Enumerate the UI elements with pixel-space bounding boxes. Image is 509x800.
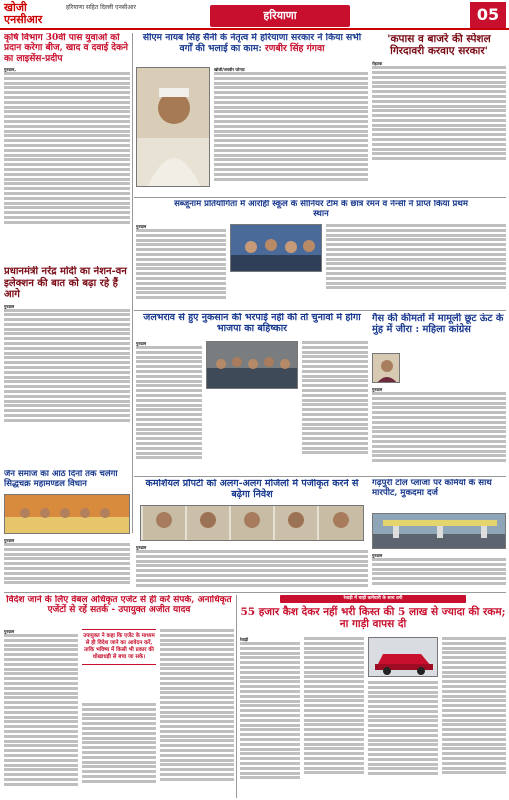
story-cotton [372,33,506,195]
story-body: गुरुग्राम [372,553,506,587]
story-headline: गढ़पुरी टोल प्लाजा पर कर्मियों के साथ मारपीट, मुकदमा दर्ज [372,479,492,498]
story-body: गुरुग्राम [136,224,226,301]
story-kicker: रेवाड़ी में चाही कर्मचारी के साथ ठगी [280,595,466,603]
ceremony-image [5,495,130,534]
story-headline: गैस की कीमतों में मामूली छूट ऊंट के मुंह में जीरा : महिला कांग्रेस [372,313,504,336]
story-school [136,200,506,308]
story-photo [368,637,438,677]
story-headline: कृषि विभाग 30वीं पास युवाओं को प्रदान करेगा बीज, खाद व दवाई देकने का लाइसेंस-प्रदीप [4,33,128,64]
story-gas-prices [372,313,506,473]
story-foreign-agents [4,595,234,798]
story-photo [140,505,364,541]
story-body: रोहतक [372,61,506,160]
story-commercial-property [136,479,368,589]
page-number: 05 [470,2,506,28]
story-photo [4,494,130,534]
story-body-2 [302,341,368,456]
story-agriculture [4,33,130,263]
story-waterlogging [136,313,368,473]
story-body-2 [82,703,156,785]
story-body: गुरुग्राम [372,387,506,464]
story-headline: जलभराव से हुए नुकसान की भरपाई नहीं की तो चुनावों में होगा भाजपा का बहिष्कार [143,313,361,334]
story-headline: जैन समाज का आठ दिनों तक चलेगा सिद्धचक्र महामण्डल विधान [4,470,118,489]
toll-plaza-image [373,514,506,549]
story-body-2 [326,224,506,291]
story-headline: विदेश जाने के लिए वेबल अधिकृत एजेंट से ही करें संपर्क, अनाधिकृत एजेंटों से रहें सतर्क - उपायुक्त अजीत यादव [6,595,232,616]
story-body [4,72,130,224]
story-headline: कमर्शियल प्रॉपर्टी को अलग-अलग मंजिलों में पंजीकृत करने से बढ़ेगा निवेश [145,479,359,500]
story-headline: प्रधानमंत्री नरेंद्र मोदी का नेशन-वन इलेक्शन की बात को बढ़ा रहे हैं आगे [4,266,127,300]
portraits-strip-image [141,506,364,541]
story-rewari-fraud [240,595,506,798]
story-cm-saini [136,33,368,195]
story-body: रेवाड़ी [240,637,300,781]
portrait-image [373,354,400,383]
story-toll-plaza [372,479,506,589]
story-body: खोजी/जयवीर फोगाट [214,67,368,182]
story-body-3 [368,681,438,777]
story-photo [230,224,322,272]
story-photo [136,67,210,187]
story-headline: 'कपास व बाजरे की स्पेशल गिरदावरी करवाए सरकार' [387,33,491,58]
story-headline: सीएम नायब सिंह सैनी के नेतृत्व में हरियाणा सरकार ने किया सभी वर्गों की भलाई का काम: रणबीर सिंह गंगवा [142,33,362,54]
story-byline: गुरुग्राम, [4,67,16,73]
section-title: हरियाणा [210,5,350,27]
story-pull-quote: उपायुक्त ने कहा कि एजेंट के माध्यम से ही विदेश जाने का आवेदन करें, ताकि भविष्य में किसी भी प्रकार की धोखाधड़ी से बचा जा सके। [82,629,156,665]
car-image [369,638,438,677]
story-photo [372,353,400,383]
story-body: गुरुग्राम [136,341,202,461]
story-body: गुरुग्राम [4,629,78,788]
story-headline: 55 हजार कैश देकर नहीं भरी किस्त की 5 लाख से ज्यादा की रकम; ना गाड़ी वापस दी [240,606,506,631]
story-body-4 [442,637,506,776]
story-one-nation [4,266,130,466]
story-headline-highlight: रणबीर सिंह गंगवा [264,42,325,54]
portrait-image [137,68,210,187]
story-body: गुरुग्राम [136,545,368,588]
story-photo [206,341,298,389]
story-body-3 [160,629,234,783]
story-body: गुरुग्राम [4,304,130,422]
students-image [231,225,322,272]
masthead [0,0,509,30]
brand-subtitle: हरियाणा सहित दिल्ली एनसीआर [66,4,136,11]
brand-logo: खोजी एनसीआर [4,1,43,26]
story-photo [372,513,506,549]
story-body: गुरुग्राम [4,538,130,586]
story-jain-samaj [4,470,130,590]
protest-image [207,342,298,389]
story-body-2 [304,637,364,776]
story-headline: सब्जूनाम प्रतियोगिता में आरोही स्कूल के सीनियर टीम के छात्र रमन व नेन्सी ने प्राप्त किया प्रथम स्थान [174,200,468,219]
